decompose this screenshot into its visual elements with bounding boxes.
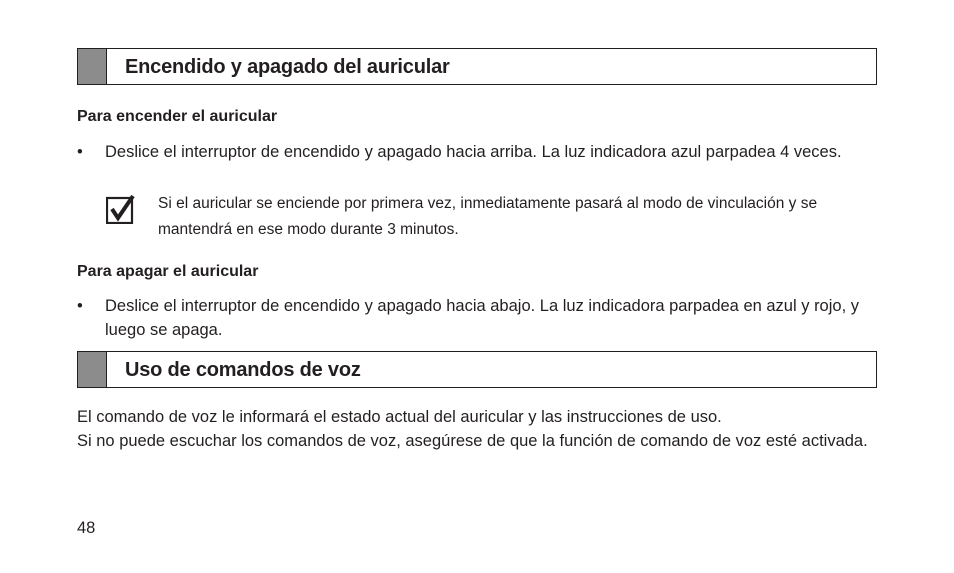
bullet-icon: • [77, 143, 83, 161]
section-header-tab [78, 352, 107, 387]
section-header-encendido [77, 48, 877, 85]
bullet-item-power-on [77, 140, 877, 164]
section-header-tab [78, 49, 107, 84]
note-block [106, 191, 878, 243]
subheading-power-off: Para apagar el auricular [77, 263, 259, 280]
voice-paragraph-2: Si no puede escuchar los comandos de voz, asegúrese de que la función de comando de voz esté activada. [77, 432, 868, 450]
section-title: Encendido y apagado del auricular [125, 56, 450, 78]
bullet-icon: • [77, 297, 83, 315]
checkbox-check-icon [106, 194, 136, 224]
bullet-text: Deslice el interruptor de encendido y apagado hacia arriba. La luz indicadora azul parpadea 4 veces. [105, 143, 842, 161]
section-header-comandos-voz [77, 351, 877, 388]
section-title: Uso de comandos de voz [125, 359, 361, 381]
voice-paragraph-1: El comando de voz le informará el estado actual del auricular y las instrucciones de uso. [77, 408, 722, 426]
bullet-item-power-off [77, 294, 877, 342]
page-number: 48 [77, 519, 96, 537]
bullet-text: Deslice el interruptor de encendido y apagado hacia abajo. La luz indicadora parpadea en azul y rojo, y luego se apaga. [105, 297, 859, 339]
note-text: Si el auricular se enciende por primera vez, inmediatamente pasará al modo de vinculación y se mantendrá en ese modo durante 3 minutos. [158, 195, 818, 238]
subheading-power-on: Para encender el auricular [77, 108, 278, 125]
